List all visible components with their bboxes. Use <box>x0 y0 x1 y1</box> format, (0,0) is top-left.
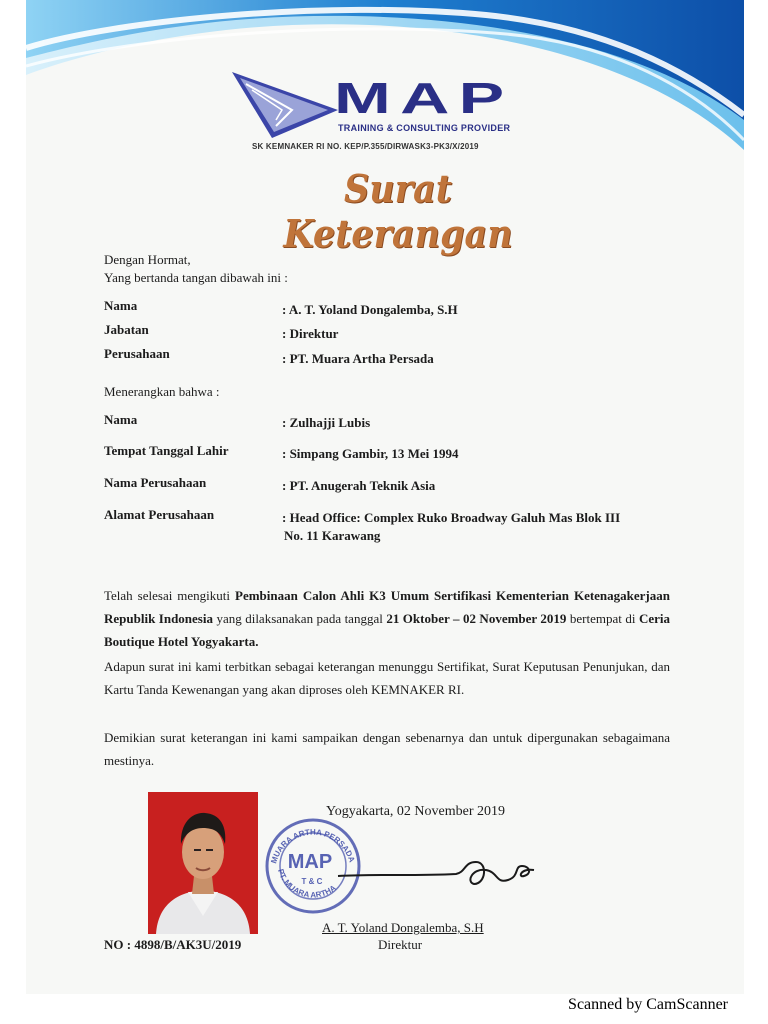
signer-name-value: : A. T. Yoland Dongalemba, S.H <box>282 302 458 317</box>
subject-company-label: Nama Perusahaan <box>104 475 207 490</box>
document-number: NO : 4898/B/AK3U/2019 <box>104 937 242 952</box>
subject-company-value: : PT. Anugerah Teknik Asia <box>282 478 436 493</box>
signer-position-value: : Direktur <box>282 326 339 341</box>
declares-line: Menerangkan bahwa : <box>104 384 220 399</box>
signer-company-label: Perusahaan <box>104 346 170 361</box>
subject-address-value-line2: No. 11 Karawang <box>284 528 381 543</box>
company-tagline: TRAINING & CONSULTING PROVIDER <box>338 123 511 133</box>
document-title: Surat Keterangan <box>283 166 513 256</box>
signature-place-date: Yogyakarta, 02 November 2019 <box>326 804 505 819</box>
map-logo-icon <box>232 70 342 140</box>
greeting-line: Dengan Hormat, <box>104 252 191 267</box>
signature-scribble <box>336 850 536 896</box>
subject-birth-value: : Simpang Gambir, 13 Mei 1994 <box>282 446 459 461</box>
company-logo-text: MAP <box>334 74 514 123</box>
svg-text:MAP: MAP <box>287 851 333 873</box>
subject-birth-label: Tempat Tanggal Lahir <box>104 443 229 458</box>
subject-name-value: : Zulhajji Lubis <box>282 415 371 430</box>
signer-signature-position: Direktur <box>378 937 423 952</box>
signer-signature-name: A. T. Yoland Dongalemba, S.H <box>322 920 484 935</box>
svg-text:PT. MUARA ARTHA: PT. MUARA ARTHA <box>275 867 338 900</box>
license-number: SK KEMNAKER RI NO. KEP/P.355/DIRWASK3-PK3/X/2019 <box>252 142 479 151</box>
svg-text:T & C: T & C <box>301 877 323 886</box>
svg-text:MUARA ARTHA PERSADA: MUARA ARTHA PERSADA <box>269 827 357 865</box>
signer-name-label: Nama <box>104 298 138 313</box>
scanner-watermark: Scanned by CamScanner <box>568 996 728 1013</box>
paragraph-certificate: Adapun surat ini kami terbitkan sebagai keterangan menunggu Sertifikat, Surat Keputusan Penunjukan, dan Kartu Tanda Kewenangan yang akan diproses oleh KEMNAKER RI. <box>104 659 670 697</box>
applicant-photo <box>148 792 258 934</box>
signer-position-label: Jabatan <box>104 322 149 337</box>
document-page <box>26 0 744 994</box>
paragraph-closing: Demikian surat keterangan ini kami sampaikan dengan sebenarnya dan untuk dipergunakan sebagaimana mestinya. <box>104 730 670 768</box>
subject-name-label: Nama <box>104 412 138 427</box>
subject-address-label: Alamat Perusahaan <box>104 507 215 522</box>
paragraph-training: Telah selesai mengikuti Pembinaan Calon Ahli K3 Umum Sertifikasi Kementerian Ketenagakerjaan Republik Indonesia yang dilaksanakan pada tanggal 21 Oktober – 02 November 2019 bertempat di Ceria Boutique Hotel Yogyakarta. <box>104 588 671 649</box>
signer-company-value: : PT. Muara Artha Persada <box>282 351 434 366</box>
subject-address-value: : Head Office: Complex Ruko Broadway Galuh Mas Blok III <box>282 510 621 525</box>
greeting-intro: Yang bertanda tangan dibawah ini : <box>104 270 288 285</box>
